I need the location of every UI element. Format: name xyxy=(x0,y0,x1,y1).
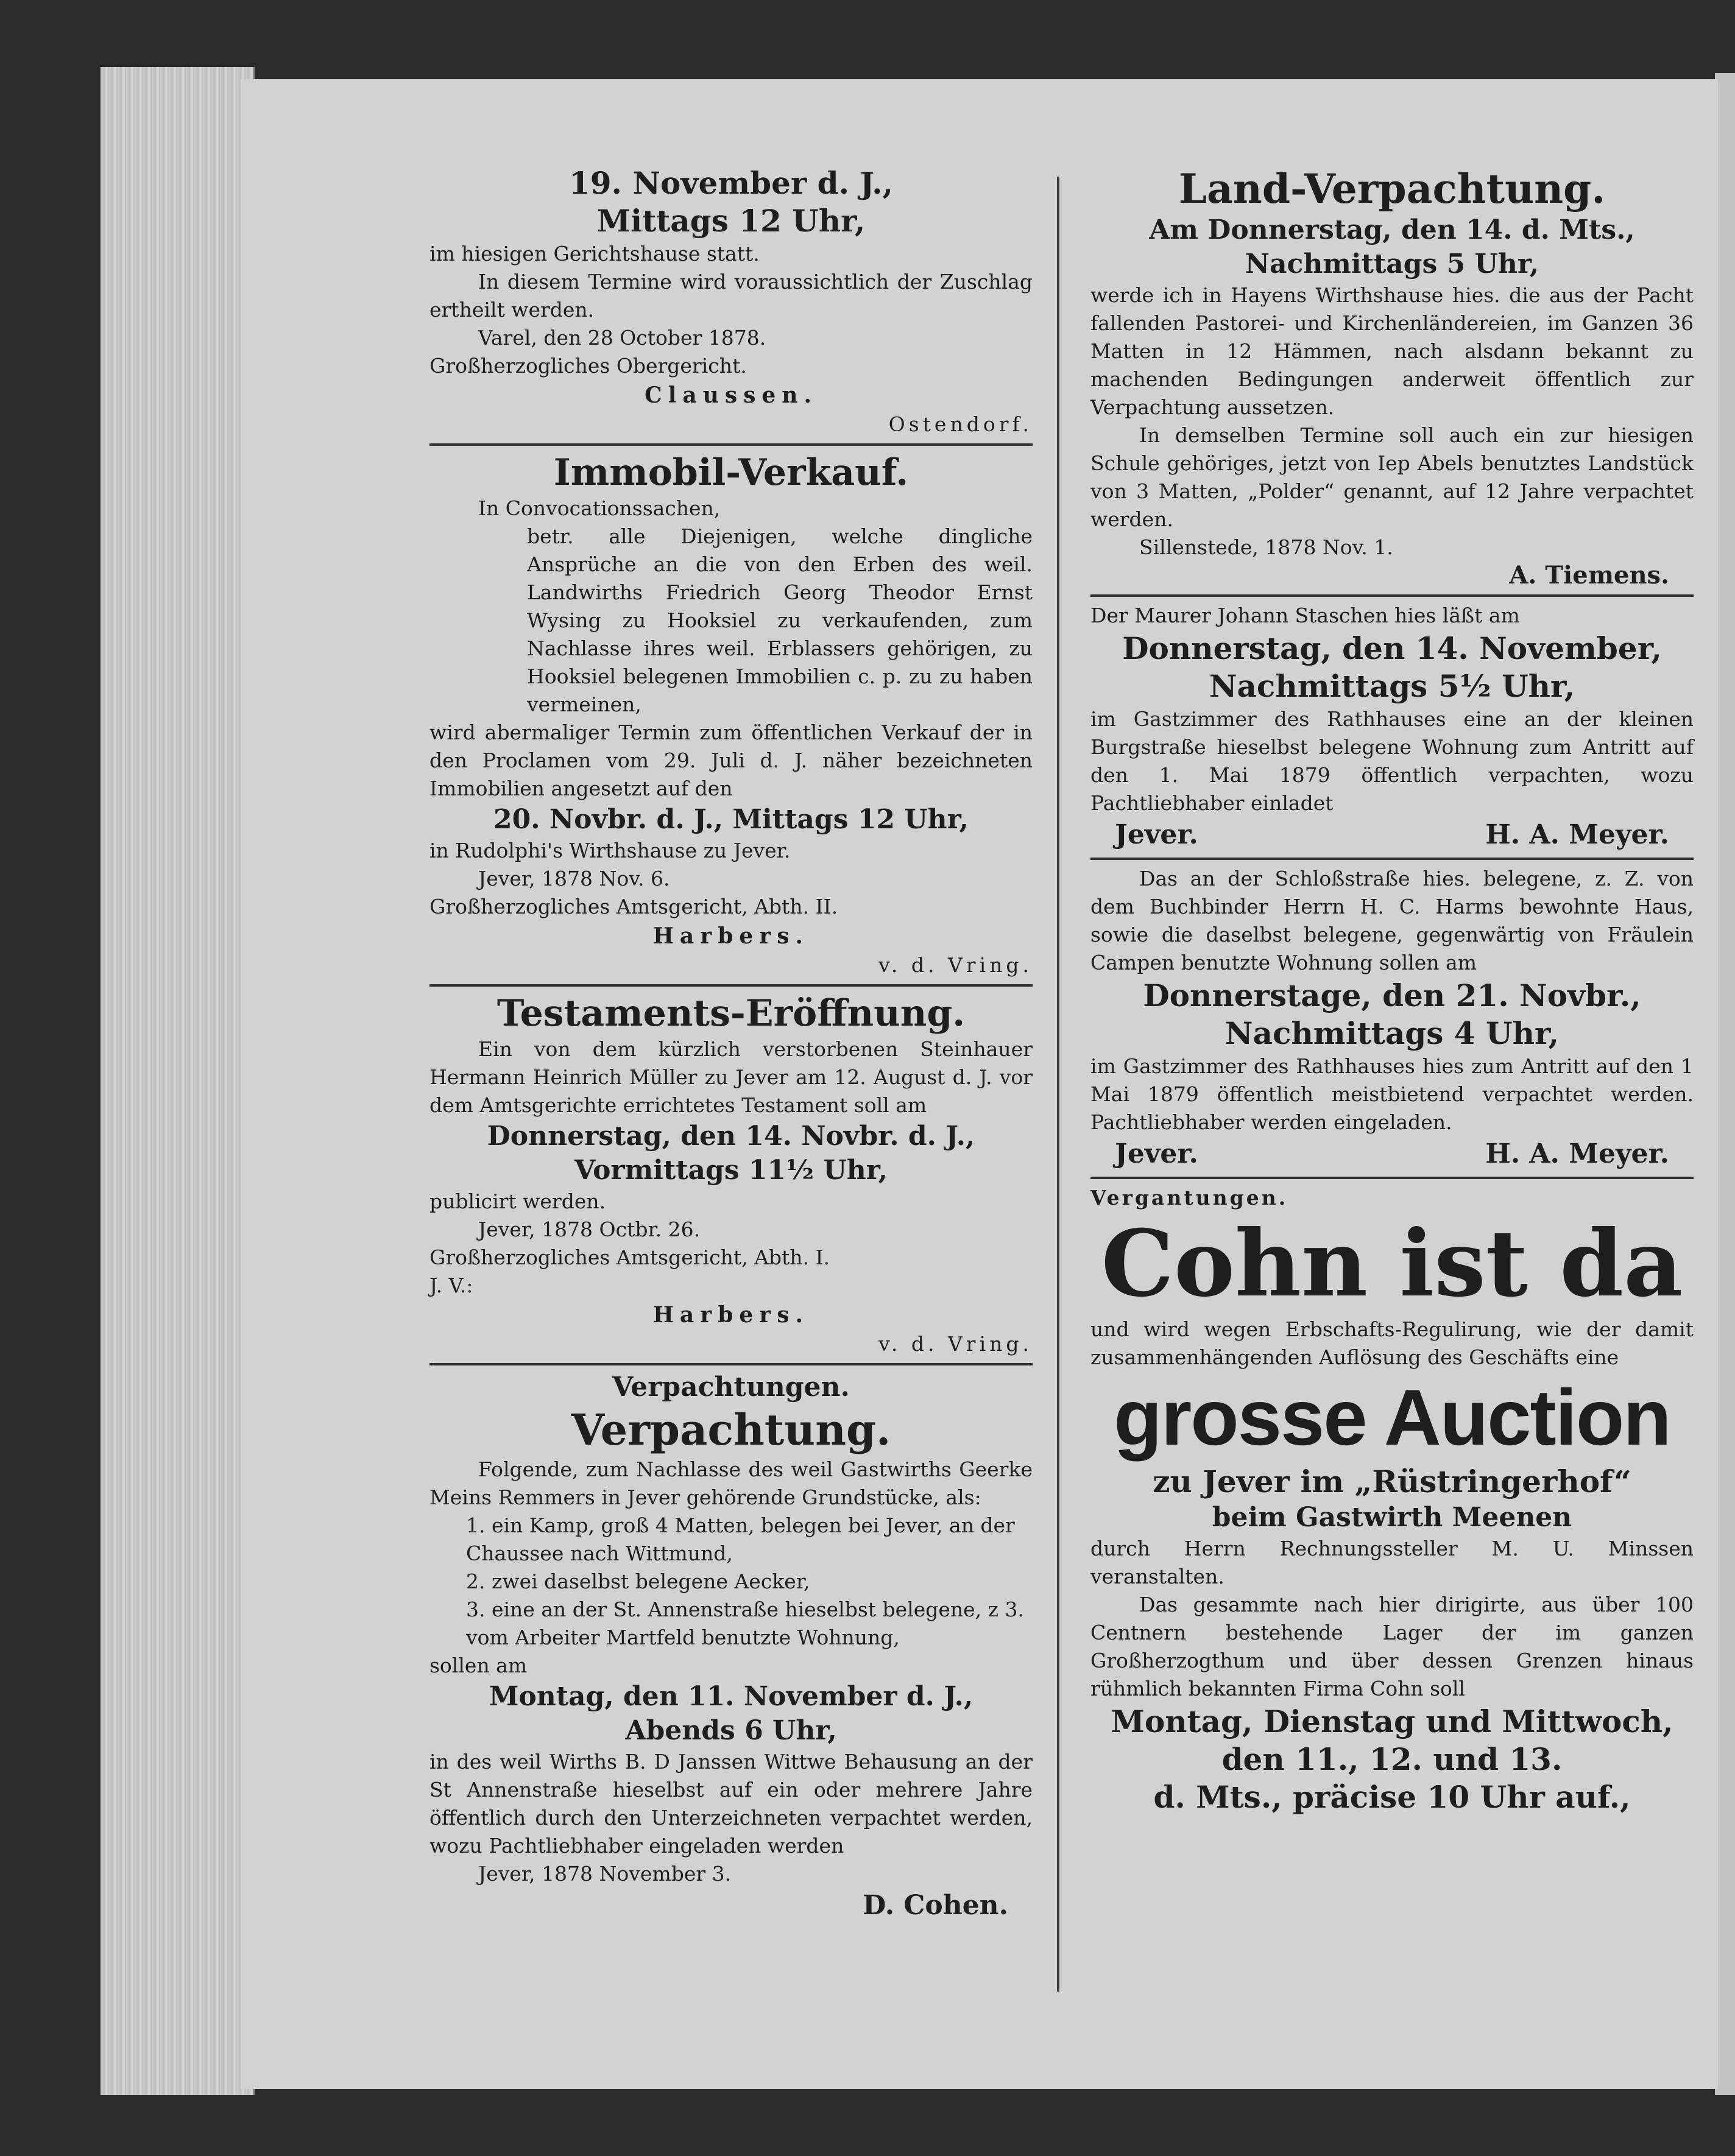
ad-headline: Cohn ist da xyxy=(1101,1210,1683,1317)
column-divider xyxy=(1057,177,1059,1992)
ad-date: Donnerstag, den 14. November, xyxy=(1122,630,1662,666)
ad-body: Das an der Schloßstraße hies. belegene, z. Z. von dem Buchbinder Herrn H. C. Harms bewohnte Haus, sowie die daselbst belegene, gegenwärtig von Fräulein Campen benutzte Wohnung sollen am xyxy=(1090,867,1694,974)
ad-date: Am Donnerstag, den 14. d. Mts., xyxy=(1149,214,1635,245)
ad-body: im Gastzimmer des Rathhauses hies zum Antritt auf den 1 Mai 1879 öffentlich meistbietend verpachtet werden. Pachtliebhaber werden eingeladen. xyxy=(1090,1054,1694,1134)
ad-body: in des weil Wirths B. D Janssen Wittwe Behausung an der St Annenstraße hieselbst auf ein oder mehrere Jahre öffentlich durch den Unterzeichneten verpachtet werden, wozu Pachtliebhaber eingeladen werden xyxy=(429,1750,1033,1858)
ad-time: Mittags 12 Uhr, xyxy=(596,203,866,239)
newspaper-page xyxy=(241,79,1718,2089)
ad-place-date: Jever, 1878 November 3. xyxy=(478,1862,732,1886)
ad-verpachtung xyxy=(429,1370,1033,1923)
ad-date: 19. November d. J., xyxy=(568,165,894,201)
ad-place-date: Varel, den 28 October 1878. xyxy=(478,326,766,350)
right-column xyxy=(1090,164,1694,1816)
ad-date: Montag, den 11. November d. J., xyxy=(489,1681,974,1712)
section-heading: Verpachtungen. xyxy=(612,1372,850,1403)
ad-time: Nachmittags 5½ Uhr, xyxy=(1209,668,1575,704)
ad-name: Harbers. xyxy=(652,1302,810,1328)
ad-place: Jever. xyxy=(1115,819,1198,850)
ad-date: 20. Novbr. d. J., Mittags 12 Uhr, xyxy=(493,804,969,835)
ad-land-verpachtung xyxy=(1090,164,1694,590)
ad-schlossstrasse xyxy=(1090,865,1694,1172)
section-heading: Vergantungen. xyxy=(1090,1186,1288,1210)
ad-time: Abends 6 Uhr, xyxy=(625,1715,837,1746)
ad-date: Donnerstage, den 21. Novbr., xyxy=(1143,978,1641,1013)
ad-date: Montag, Dienstag und Mittwoch, den 11., 12. und 13. xyxy=(1111,1703,1673,1777)
ad-separator xyxy=(429,443,1033,446)
ad-body: wird abermaliger Termin zum öffentlichen Verkauf der in den Proclamen vom 29. Juli d. J. näher bezeichneten Immobilien angesetzt auf den xyxy=(429,720,1033,800)
ad-signer: v. d. Vring. xyxy=(878,953,1033,977)
ad-title: Land-Verpachtung. xyxy=(1178,165,1606,213)
ad-signer: D. Cohen. xyxy=(863,1890,1008,1921)
ad-signer: v. d. Vring. xyxy=(878,1332,1033,1356)
ad-place-date: Jever, 1878 Octbr. 26. xyxy=(478,1217,701,1241)
ad-body: im hiesigen Gerichtshause statt. xyxy=(429,242,760,266)
ad-time: Nachmittags 5 Uhr, xyxy=(1245,248,1539,280)
ad-body: publicirt werden. xyxy=(429,1189,606,1213)
ad-separator xyxy=(429,984,1033,987)
ad-body: sollen am xyxy=(429,1654,528,1677)
ad-body: durch Herrn Rechnungssteller M. U. Minssen veranstalten. xyxy=(1090,1537,1694,1588)
ad-signer: H. A. Meyer. xyxy=(1485,819,1669,850)
ad-body: und wird wegen Erbschafts-Regulirung, wie der damit zusammenhängenden Auflösung des Geschäfts eine xyxy=(1090,1317,1694,1369)
ad-auction-notice xyxy=(429,164,1033,439)
ad-place: zu Jever im „Rüstringerhof“ xyxy=(1153,1464,1631,1499)
ad-iv: J. V.: xyxy=(429,1274,473,1297)
ad-place-date: Jever, 1878 Nov. 6. xyxy=(478,867,670,890)
ad-cohn-auction xyxy=(1090,1184,1694,1816)
ad-date: d. Mts., präcise 10 Uhr auf., xyxy=(1153,1779,1631,1815)
ad-body: In diesem Termine wird voraussichtlich der Zuschlag ertheilt werden. xyxy=(429,270,1033,322)
ad-place: beim Gastwirth Meenen xyxy=(1212,1502,1572,1533)
ad-body: im Gastzimmer des Rathhauses eine an der kleinen Burgstraße hieselbst belegene Wohnung zum Antritt auf den 1. Mai 1879 öffentlich verpachten, wozu Pachtliebhaber einladet xyxy=(1090,707,1694,815)
ad-separator xyxy=(429,1363,1033,1365)
ad-item: 3. eine an der St. Annenstraße hieselbst belegene, z 3. vom Arbeiter Martfeld benutzte Wohnung, xyxy=(466,1598,1025,1649)
ad-time: Nachmittags 4 Uhr, xyxy=(1224,1015,1560,1051)
ad-item: 1. ein Kamp, groß 4 Matten, belegen bei Jever, an der Chaussee nach Wittmund, xyxy=(466,1513,1015,1565)
ad-body: Folgende, zum Nachlasse des weil Gastwirths Geerke Meins Remmers in Jever gehörende Grundstücke, als: xyxy=(429,1457,1033,1509)
ad-title: Immobil-Verkauf. xyxy=(553,451,909,494)
ad-time: Vormittags 11½ Uhr, xyxy=(574,1155,888,1186)
ad-immobil-verkauf xyxy=(429,451,1033,979)
ad-title: Testaments-Eröffnung. xyxy=(496,992,966,1035)
ad-court: Großherzogliches Obergericht. xyxy=(429,354,747,378)
ad-signer: H. A. Meyer. xyxy=(1485,1138,1669,1169)
ad-name: Claussen. xyxy=(645,382,818,408)
ad-separator xyxy=(1090,858,1694,860)
ad-signature-line xyxy=(1090,817,1694,853)
ad-intro: In Convocationssachen, xyxy=(478,496,721,520)
ad-testament xyxy=(429,992,1033,1358)
ad-staschen xyxy=(1090,602,1694,853)
ad-court: Großherzogliches Amtsgericht, Abth. I. xyxy=(429,1245,830,1269)
ad-place: Jever. xyxy=(1115,1138,1198,1169)
book-page-edges xyxy=(101,67,255,2095)
ad-signer: Ostendorf. xyxy=(888,412,1033,436)
ad-big-title: grosse Auction xyxy=(1114,1373,1670,1462)
ad-signature-line xyxy=(1090,1136,1694,1172)
ad-date: Donnerstag, den 14. Novbr. d. J., xyxy=(487,1121,975,1152)
ad-body: werde ich in Hayens Wirthshause hies. die aus der Pacht fallenden Pastorei- und Kirchenländereien, im Ganzen 36 Matten in 12 Hämmen, nach alsdann bekannt zu machenden Bedingungen anderweit öffentlich zur Verpachtung aussetzen. xyxy=(1090,283,1694,419)
ad-place: in Rudolphi's Wirthshause zu Jever. xyxy=(429,839,791,862)
ad-place-date: Sillenstede, 1878 Nov. 1. xyxy=(1139,535,1393,559)
ad-signer: A. Tiemens. xyxy=(1509,561,1669,590)
ad-body: Ein von dem kürzlich verstorbenen Steinhauer Hermann Heinrich Müller zu Jever am 12. August d. J. vor dem Amtsgerichte errichtetes Testament soll am xyxy=(429,1037,1033,1117)
left-column xyxy=(429,164,1033,1923)
ad-court: Großherzogliches Amtsgericht, Abth. II. xyxy=(429,895,838,918)
ad-separator xyxy=(1090,1177,1694,1179)
ad-intro: Der Maurer Johann Staschen hies läßt am xyxy=(1090,604,1520,627)
ad-item: 2. zwei daselbst belegene Aecker, xyxy=(466,1569,810,1593)
ad-body: In demselben Termine soll auch ein zur hiesigen Schule gehöriges, jetzt von Iep Abels benutztes Landstück von 3 Matten, „Polder“ genannt, auf 12 Jahre verpachtet werden. xyxy=(1090,423,1694,531)
ad-name: Harbers. xyxy=(652,923,810,949)
ad-body: betr. alle Diejenigen, welche dingliche Ansprüche an die von den Erben des weil. Landwirths Friedrich Georg Theodor Ernst Wysing zu Hooksiel zu verkaufenden, zum Nachlasse ihres weil. Erblassers gehörigen, zu Hooksiel belegenen Immobilien c. p. zu zu haben vermeinen, xyxy=(527,524,1033,716)
ad-title: Verpachtung. xyxy=(571,1404,891,1455)
ad-separator xyxy=(1090,594,1694,597)
ad-body: Das gesammte nach hier dirigirte, aus über 100 Centnern bestehende Lager der im ganzen Großherzogthum und über dessen Grenzen hinaus rühmlich bekannten Firma Cohn soll xyxy=(1090,1593,1694,1700)
